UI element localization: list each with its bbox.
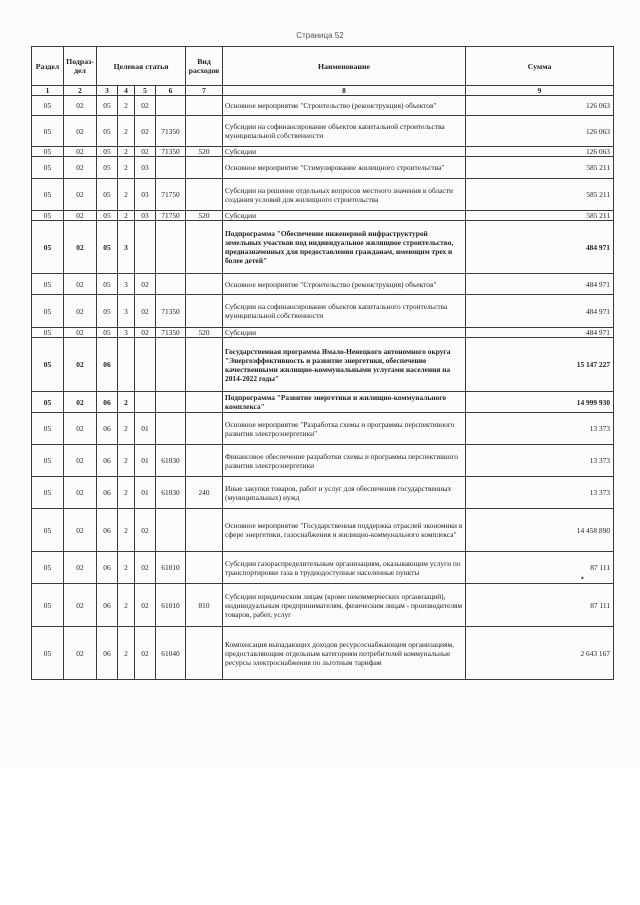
expense-type-cell — [186, 338, 223, 392]
razdel-cell: 05 — [32, 328, 64, 338]
column-number: 6 — [156, 86, 186, 96]
expense-type-cell — [186, 179, 223, 211]
budget-table — [31, 46, 614, 680]
podrazdel-cell: 02 — [64, 116, 97, 147]
program-code-cell: 06 — [97, 584, 118, 627]
subprogram-code-cell: 2 — [118, 627, 135, 680]
direction-code-cell: 61030 — [156, 477, 186, 509]
name-cell: Основное мероприятие "Разработка схемы и программы перспективного развития электроэнергетики" — [223, 413, 466, 445]
expense-type-cell — [186, 392, 223, 413]
expense-type-cell — [186, 413, 223, 445]
header-podrazdel: Подраз-дел — [64, 47, 97, 86]
razdel-cell: 05 — [32, 179, 64, 211]
activity-code-cell: 02 — [135, 509, 156, 552]
table-row — [32, 221, 614, 274]
sum-cell: 13 373 — [466, 413, 614, 445]
sum-cell: 126 063 — [466, 116, 614, 147]
podrazdel-cell: 02 — [64, 274, 97, 295]
program-code-cell: 06 — [97, 552, 118, 584]
program-code-cell: 06 — [97, 392, 118, 413]
activity-code-cell — [135, 221, 156, 274]
name-cell: Субсидии — [223, 328, 466, 338]
subprogram-code-cell: 2 — [118, 477, 135, 509]
program-code-cell: 05 — [97, 221, 118, 274]
direction-code-cell: 71750 — [156, 211, 186, 221]
name-cell: Основное мероприятие "Строительство (реконструкция) объектов" — [223, 274, 466, 295]
razdel-cell: 05 — [32, 274, 64, 295]
table-row — [32, 477, 614, 509]
direction-code-cell — [156, 392, 186, 413]
table-row — [32, 157, 614, 179]
table-row — [32, 179, 614, 211]
podrazdel-cell: 02 — [64, 211, 97, 221]
subprogram-code-cell: 2 — [118, 509, 135, 552]
razdel-cell: 05 — [32, 413, 64, 445]
name-cell: Основное мероприятие "Строительство (реконструкция) объектов" — [223, 96, 466, 116]
podrazdel-cell: 02 — [64, 477, 97, 509]
activity-code-cell: 02 — [135, 328, 156, 338]
sum-cell: 14 999 930 — [466, 392, 614, 413]
podrazdel-cell: 02 — [64, 328, 97, 338]
razdel-cell: 05 — [32, 211, 64, 221]
name-cell: Основное мероприятие "Стимулирование жилищного строительства" — [223, 157, 466, 179]
column-number: 1 — [32, 86, 64, 96]
podrazdel-cell: 02 — [64, 627, 97, 680]
table-row — [32, 552, 614, 584]
razdel-cell: 05 — [32, 295, 64, 328]
expense-type-cell — [186, 157, 223, 179]
podrazdel-cell: 02 — [64, 413, 97, 445]
direction-code-cell — [156, 274, 186, 295]
header-summa: Сумма — [466, 47, 614, 86]
activity-code-cell: 02 — [135, 116, 156, 147]
direction-code-cell: 71350 — [156, 116, 186, 147]
column-number: 8 — [223, 86, 466, 96]
table-row — [32, 584, 614, 627]
column-number-row — [32, 86, 614, 96]
razdel-cell: 05 — [32, 147, 64, 157]
podrazdel-cell: 02 — [64, 157, 97, 179]
sum-cell: 126 063 — [466, 96, 614, 116]
direction-code-cell: 61010 — [156, 584, 186, 627]
name-cell: Основное мероприятие "Государственная поддержка отраслей экономики в сфере энергетики, газоснабжения и жилищно-коммунального комплекса" — [223, 509, 466, 552]
subprogram-code-cell: 2 — [118, 584, 135, 627]
activity-code-cell — [135, 392, 156, 413]
expense-type-cell — [186, 509, 223, 552]
razdel-cell: 05 — [32, 116, 64, 147]
sum-cell: 14 458 890 — [466, 509, 614, 552]
razdel-cell: 05 — [32, 96, 64, 116]
activity-code-cell: 02 — [135, 295, 156, 328]
razdel-cell: 05 — [32, 552, 64, 584]
subprogram-code-cell — [118, 338, 135, 392]
column-number: 3 — [97, 86, 118, 96]
podrazdel-cell: 02 — [64, 552, 97, 584]
name-cell: Финансовое обеспечение разработки схемы и программы перспективного развития электроэнергетики — [223, 445, 466, 477]
expense-type-cell — [186, 627, 223, 680]
subprogram-code-cell: 2 — [118, 96, 135, 116]
column-number: 2 — [64, 86, 97, 96]
column-number: 9 — [466, 86, 614, 96]
direction-code-cell: 61040 — [156, 627, 186, 680]
subprogram-code-cell: 2 — [118, 211, 135, 221]
sum-cell: 585 211 — [466, 179, 614, 211]
table-row — [32, 211, 614, 221]
podrazdel-cell: 02 — [64, 96, 97, 116]
razdel-cell: 05 — [32, 157, 64, 179]
sum-cell: 484 971 — [466, 274, 614, 295]
subprogram-code-cell: 2 — [118, 445, 135, 477]
sum-cell: 13 373 — [466, 477, 614, 509]
subprogram-code-cell: 2 — [118, 157, 135, 179]
page-number-label: Страница 52 — [296, 31, 344, 40]
name-cell: Субсидии на решение отдельных вопросов местного значения в области создания условий для жилищного строительства — [223, 179, 466, 211]
program-code-cell: 05 — [97, 328, 118, 338]
program-code-cell: 05 — [97, 157, 118, 179]
subprogram-code-cell: 3 — [118, 221, 135, 274]
direction-code-cell: 61030 — [156, 445, 186, 477]
expense-type-cell — [186, 116, 223, 147]
razdel-cell: 05 — [32, 509, 64, 552]
razdel-cell: 05 — [32, 477, 64, 509]
direction-code-cell — [156, 96, 186, 116]
sum-cell: 126 063 — [466, 147, 614, 157]
podrazdel-cell: 02 — [64, 445, 97, 477]
direction-code-cell: 71350 — [156, 295, 186, 328]
podrazdel-cell: 02 — [64, 295, 97, 328]
direction-code-cell: 71350 — [156, 147, 186, 157]
sum-cell: 15 147 227 — [466, 338, 614, 392]
program-code-cell: 05 — [97, 274, 118, 295]
name-cell: Субсидии газораспределительным организациям, оказывающим услуги по транспортировке газа в труднодоступные населенные пункты — [223, 552, 466, 584]
column-number: 7 — [186, 86, 223, 96]
direction-code-cell — [156, 509, 186, 552]
expense-type-cell: 240 — [186, 477, 223, 509]
sum-cell: 484 971 — [466, 328, 614, 338]
table-row — [32, 147, 614, 157]
program-code-cell: 05 — [97, 211, 118, 221]
subprogram-code-cell: 2 — [118, 392, 135, 413]
expense-type-cell: 520 — [186, 147, 223, 157]
subprogram-code-cell: 2 — [118, 147, 135, 157]
table-row — [32, 116, 614, 147]
expense-type-cell — [186, 445, 223, 477]
sum-cell: 484 971 — [466, 295, 614, 328]
program-code-cell: 06 — [97, 338, 118, 392]
expense-type-cell: 520 — [186, 211, 223, 221]
table-row — [32, 338, 614, 392]
razdel-cell: 05 — [32, 338, 64, 392]
name-cell: Подпрограмма "Развитие энергетики и жилищно-коммунального комплекса" — [223, 392, 466, 413]
expense-type-cell — [186, 221, 223, 274]
column-number: 5 — [135, 86, 156, 96]
razdel-cell: 05 — [32, 221, 64, 274]
razdel-cell: 05 — [32, 392, 64, 413]
activity-code-cell: 01 — [135, 477, 156, 509]
table-row — [32, 392, 614, 413]
program-code-cell: 06 — [97, 477, 118, 509]
podrazdel-cell: 02 — [64, 147, 97, 157]
program-code-cell: 05 — [97, 295, 118, 328]
subprogram-code-cell: 3 — [118, 274, 135, 295]
expense-type-cell — [186, 96, 223, 116]
name-cell: Субсидии — [223, 211, 466, 221]
expense-type-cell: 810 — [186, 584, 223, 627]
direction-code-cell: 61010 — [156, 552, 186, 584]
header-celevaya-statya: Целевая статья — [97, 47, 186, 86]
header-row — [32, 47, 614, 86]
table-row — [32, 295, 614, 328]
podrazdel-cell: 02 — [64, 584, 97, 627]
podrazdel-cell: 02 — [64, 392, 97, 413]
direction-code-cell — [156, 338, 186, 392]
table-row — [32, 627, 614, 680]
activity-code-cell: 03 — [135, 157, 156, 179]
direction-code-cell — [156, 413, 186, 445]
program-code-cell: 06 — [97, 627, 118, 680]
podrazdel-cell: 02 — [64, 179, 97, 211]
program-code-cell: 05 — [97, 116, 118, 147]
razdel-cell: 05 — [32, 584, 64, 627]
expense-type-cell — [186, 295, 223, 328]
activity-code-cell: 03 — [135, 211, 156, 221]
program-code-cell: 05 — [97, 147, 118, 157]
program-code-cell: 05 — [97, 179, 118, 211]
direction-code-cell: 71750 — [156, 179, 186, 211]
podrazdel-cell: 02 — [64, 509, 97, 552]
sum-cell: 2 643 167 — [466, 627, 614, 680]
activity-code-cell: 02 — [135, 147, 156, 157]
program-code-cell: 06 — [97, 445, 118, 477]
razdel-cell: 05 — [32, 445, 64, 477]
subprogram-code-cell: 2 — [118, 179, 135, 211]
name-cell: Иные закупки товаров, работ и услуг для обеспечения государственных (муниципальных) нужд — [223, 477, 466, 509]
expense-type-cell — [186, 274, 223, 295]
sum-cell: 87 111 — [466, 552, 614, 584]
subprogram-code-cell: 2 — [118, 552, 135, 584]
activity-code-cell: 02 — [135, 552, 156, 584]
expense-type-cell: 520 — [186, 328, 223, 338]
table-row — [32, 274, 614, 295]
activity-code-cell: 02 — [135, 627, 156, 680]
subprogram-code-cell: 2 — [118, 413, 135, 445]
activity-code-cell: 01 — [135, 445, 156, 477]
direction-code-cell — [156, 157, 186, 179]
name-cell: Компенсация выпадающих доходов ресурсоснабжающим организациям, предоставляющим отдельным категориям потребителей коммунальные ресурсы электроснабжения по льготным тарифам — [223, 627, 466, 680]
program-code-cell: 06 — [97, 509, 118, 552]
sum-cell: 484 971 — [466, 221, 614, 274]
table-row — [32, 509, 614, 552]
margin-mark: • — [580, 574, 585, 583]
direction-code-cell: 71350 — [156, 328, 186, 338]
table-row — [32, 328, 614, 338]
header-naimenovanie: Наименование — [223, 47, 466, 86]
activity-code-cell: 03 — [135, 179, 156, 211]
table-row — [32, 96, 614, 116]
podrazdel-cell: 02 — [64, 338, 97, 392]
podrazdel-cell: 02 — [64, 221, 97, 274]
name-cell: Государственная программа Ямало-Ненецкого автономного округа "Энергоэффективность и развитие энергетики, обеспечение качественными жилищно-коммунальными услугами населения на 2014-2022 годы" — [223, 338, 466, 392]
razdel-cell: 05 — [32, 627, 64, 680]
name-cell: Субсидии на софинансирование объектов капитальной строительства муниципальной собственности — [223, 116, 466, 147]
table-row — [32, 413, 614, 445]
activity-code-cell: 01 — [135, 413, 156, 445]
direction-code-cell — [156, 221, 186, 274]
table-row — [32, 445, 614, 477]
activity-code-cell — [135, 338, 156, 392]
expense-type-cell — [186, 552, 223, 584]
activity-code-cell: 02 — [135, 584, 156, 627]
name-cell: Субсидии юридическим лицам (кроме некоммерческих организаций), индивидуальным предпринимателям, физическим лицам - производителям товаров, работ, услуг — [223, 584, 466, 627]
activity-code-cell: 02 — [135, 96, 156, 116]
subprogram-code-cell: 3 — [118, 295, 135, 328]
program-code-cell: 06 — [97, 413, 118, 445]
name-cell: Субсидии — [223, 147, 466, 157]
name-cell: Субсидии на софинансирование объектов капитального строительства муниципальной собственности — [223, 295, 466, 328]
program-code-cell: 05 — [97, 96, 118, 116]
header-razdel: Раздел — [32, 47, 64, 86]
sum-cell: 87 111 — [466, 584, 614, 627]
subprogram-code-cell: 2 — [118, 116, 135, 147]
header-vid-rashodov: Вид расходов — [186, 47, 223, 86]
activity-code-cell: 02 — [135, 274, 156, 295]
subprogram-code-cell: 3 — [118, 328, 135, 338]
column-number: 4 — [118, 86, 135, 96]
sum-cell: 13 373 — [466, 445, 614, 477]
sum-cell: 585 211 — [466, 211, 614, 221]
name-cell: Подпрограмма "Обеспечение инженерной инфраструктурой земельных участков под индивидуальное жилищное строительство, предназначенных для предоставления гражданам, имеющим трех и более детей" — [223, 221, 466, 274]
sum-cell: 585 211 — [466, 157, 614, 179]
